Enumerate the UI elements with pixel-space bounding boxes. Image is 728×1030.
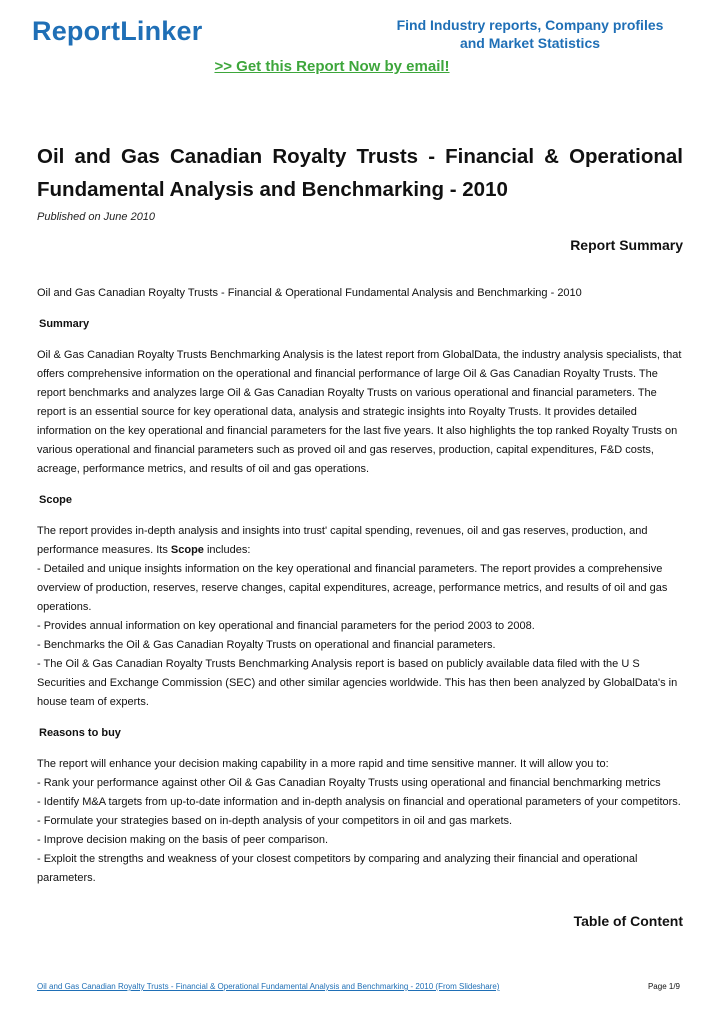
get-report-by-email-link[interactable]: >> Get this Report Now by email! [214,58,450,75]
tagline-line-1: Find Industry reports, Company profiles [396,17,664,33]
reasons-intro: The report will enhance your decision making capability in a more rapid and time sensitive manner. It will allow you to: [37,758,609,770]
report-body [37,284,685,888]
table-of-content-heading: Table of Content [573,913,683,929]
scope-intro-bold: Scope [170,544,204,556]
report-title: Oil and Gas Canadian Royalty Trusts - Financial & Operational Fundamental Analysis and Benchmarking - 2010 [37,145,683,201]
scope-heading: Scope [39,494,73,506]
scope-item: - Provides annual information on key operational and financial parameters for the period 2003 to 2008. [37,620,535,632]
tagline-line-2: and Market Statistics [459,35,601,51]
reasons-heading: Reasons to buy [39,727,121,739]
reason-item: - Formulate your strategies based on in-depth analysis of your competitors in oil and gas markets. [37,815,513,827]
published-date: Published on June 2010 [37,211,156,223]
summary-text: Oil & Gas Canadian Royalty Trusts Benchmarking Analysis is the latest report from GlobalData, the industry analysis specialists, that offers comprehensive information on the operational and financial performance of large Oil & Gas Canadian Royalty Trusts. The report benchmarks and analyzes large Oil & Gas Canadian Royalty Trusts on various operational and financial parameters. The report is an essential source for key operational data, analysis and strategic insights into Royalty Trusts. It provides detailed information on the key operational and financial parameters for the last five years. It also highlights the top ranked Royalty Trusts on various operational and financial parameters such as proved oil and gas reserves, production, capital expenditures, F&D costs, acreage, performance metrics, and results of oil and gas operations. [37,349,682,475]
reportlinker-logo[interactable]: ReportLinker [32,16,203,46]
report-subtitle: Oil and Gas Canadian Royalty Trusts - Financial & Operational Fundamental Analysis and Benchmarking - 2010 [37,287,582,299]
report-summary-heading: Report Summary [570,237,683,253]
reason-item: - Improve decision making on the basis of peer comparison. [37,834,329,846]
summary-heading: Summary [39,318,90,330]
page-number: Page 1/9 [647,982,680,991]
reason-item: - Exploit the strengths and weakness of your closest competitors by comparing and analyzing their financial and operational parameters. [37,853,638,884]
scope-intro [37,522,685,560]
reason-item: - Identify M&A targets from up-to-date information and in-depth analysis on financial and operational parameters of your competitors. [37,796,681,808]
scope-item: - The Oil & Gas Canadian Royalty Trusts Benchmarking Analysis report is based on publicly available data filed with the U S Securities and Exchange Commission (SEC) and other similar agencies worldwide. This has then been analyzed by GlobalData's in house team of experts. [37,658,678,708]
scope-item: - Benchmarks the Oil & Gas Canadian Royalty Trusts on operational and financial parameters. [37,639,496,651]
reason-item: - Rank your performance against other Oil & Gas Canadian Royalty Trusts using operational and financial benchmarking metrics [37,777,661,789]
scope-item: - Detailed and unique insights information on the key operational and financial parameters. The report provides a comprehensive overview of production, reserves, reserve changes, capital expenditures, acreage, performance metrics, and results of oil and gas operations. [37,563,668,613]
header-tagline [380,16,680,52]
footer-source-link[interactable]: Oil and Gas Canadian Royalty Trusts - Financial & Operational Fundamental Analysis and Benchmarking - 2010 (From Slideshare) [37,982,500,991]
scope-intro-suffix: includes: [203,544,251,556]
scope-intro-text: The report provides in-depth analysis and insights into trust' capital spending, revenues, oil and gas reserves, production, and performance measures. Its [37,525,648,556]
